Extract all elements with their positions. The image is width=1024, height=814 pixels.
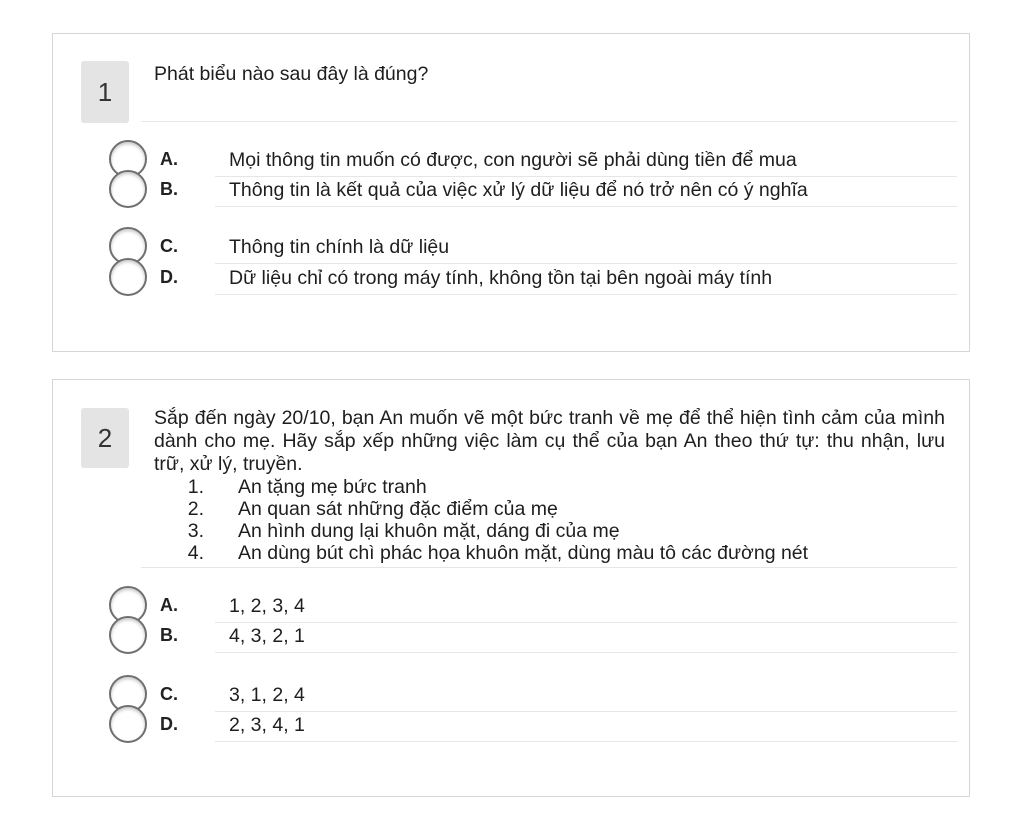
option-letter: C. [160,236,178,256]
option-letter: A. [160,149,178,169]
option-a[interactable] [53,146,969,176]
list-item: 4. An dùng bút chì phác họa khuôn mặt, dùng màu tô các đường nét [187,542,809,564]
option-text[interactable]: 2, 3, 4, 1 [229,714,305,736]
option-text[interactable]: 4, 3, 2, 1 [229,625,305,647]
question-card-2 [52,379,970,797]
divider [141,121,957,122]
question-stem-text: Sắp đến ngày 20/10, bạn An muốn vẽ một bức tranh về mẹ để thể hiện tình cảm của mình dành cho mẹ. Hãy sắp xếp những việc làm cụ thể của bạn An theo thứ tự: thu nhận, lưu trữ, xử lý, truyền. [154,407,945,475]
divider [215,206,957,207]
divider [215,652,957,653]
option-text[interactable]: Thông tin là kết quả của việc xử lý dữ liệu để nó trở nên có ý nghĩa [229,179,808,201]
list-item: 2. An quan sát những đặc điểm của mẹ [187,498,558,520]
radio-button-d[interactable] [109,705,147,743]
list-item: 1. An tặng mẹ bức tranh [187,476,427,498]
option-letter: A. [160,595,178,615]
option-d[interactable] [53,711,969,741]
divider [215,741,957,742]
option-letter: C. [160,684,178,704]
step-list [154,476,945,564]
previous-content-fragment [150,0,410,4]
option-text[interactable]: Dữ liệu chỉ có trong máy tính, không tồn tại bên ngoài máy tính [229,267,773,289]
radio-button-b[interactable] [109,616,147,654]
option-letter: B. [160,625,178,645]
question-stem [154,407,945,564]
question-stem: Phát biểu nào sau đây là đúng? [154,63,429,85]
option-text[interactable]: 3, 1, 2, 4 [229,684,305,706]
option-d[interactable] [53,264,969,294]
radio-button-b[interactable] [109,170,147,208]
question-number: 1 [81,61,129,123]
list-item: 3. An hình dung lại khuôn mặt, dáng đi của mẹ [187,520,620,542]
option-text[interactable]: 1, 2, 3, 4 [229,595,305,617]
option-b[interactable] [53,176,969,206]
option-text[interactable]: Mọi thông tin muốn có được, con người sẽ phải dùng tiền để mua [229,149,797,171]
option-letter: D. [160,267,178,287]
option-c[interactable] [53,681,969,711]
option-a[interactable] [53,592,969,622]
radio-button-d[interactable] [109,258,147,296]
option-letter: D. [160,714,178,734]
divider [215,294,957,295]
option-text[interactable]: Thông tin chính là dữ liệu [229,236,450,258]
option-c[interactable] [53,233,969,263]
divider [141,567,957,568]
option-b[interactable] [53,622,969,652]
question-card-1 [52,33,970,352]
question-number: 2 [81,408,129,468]
option-letter: B. [160,179,178,199]
